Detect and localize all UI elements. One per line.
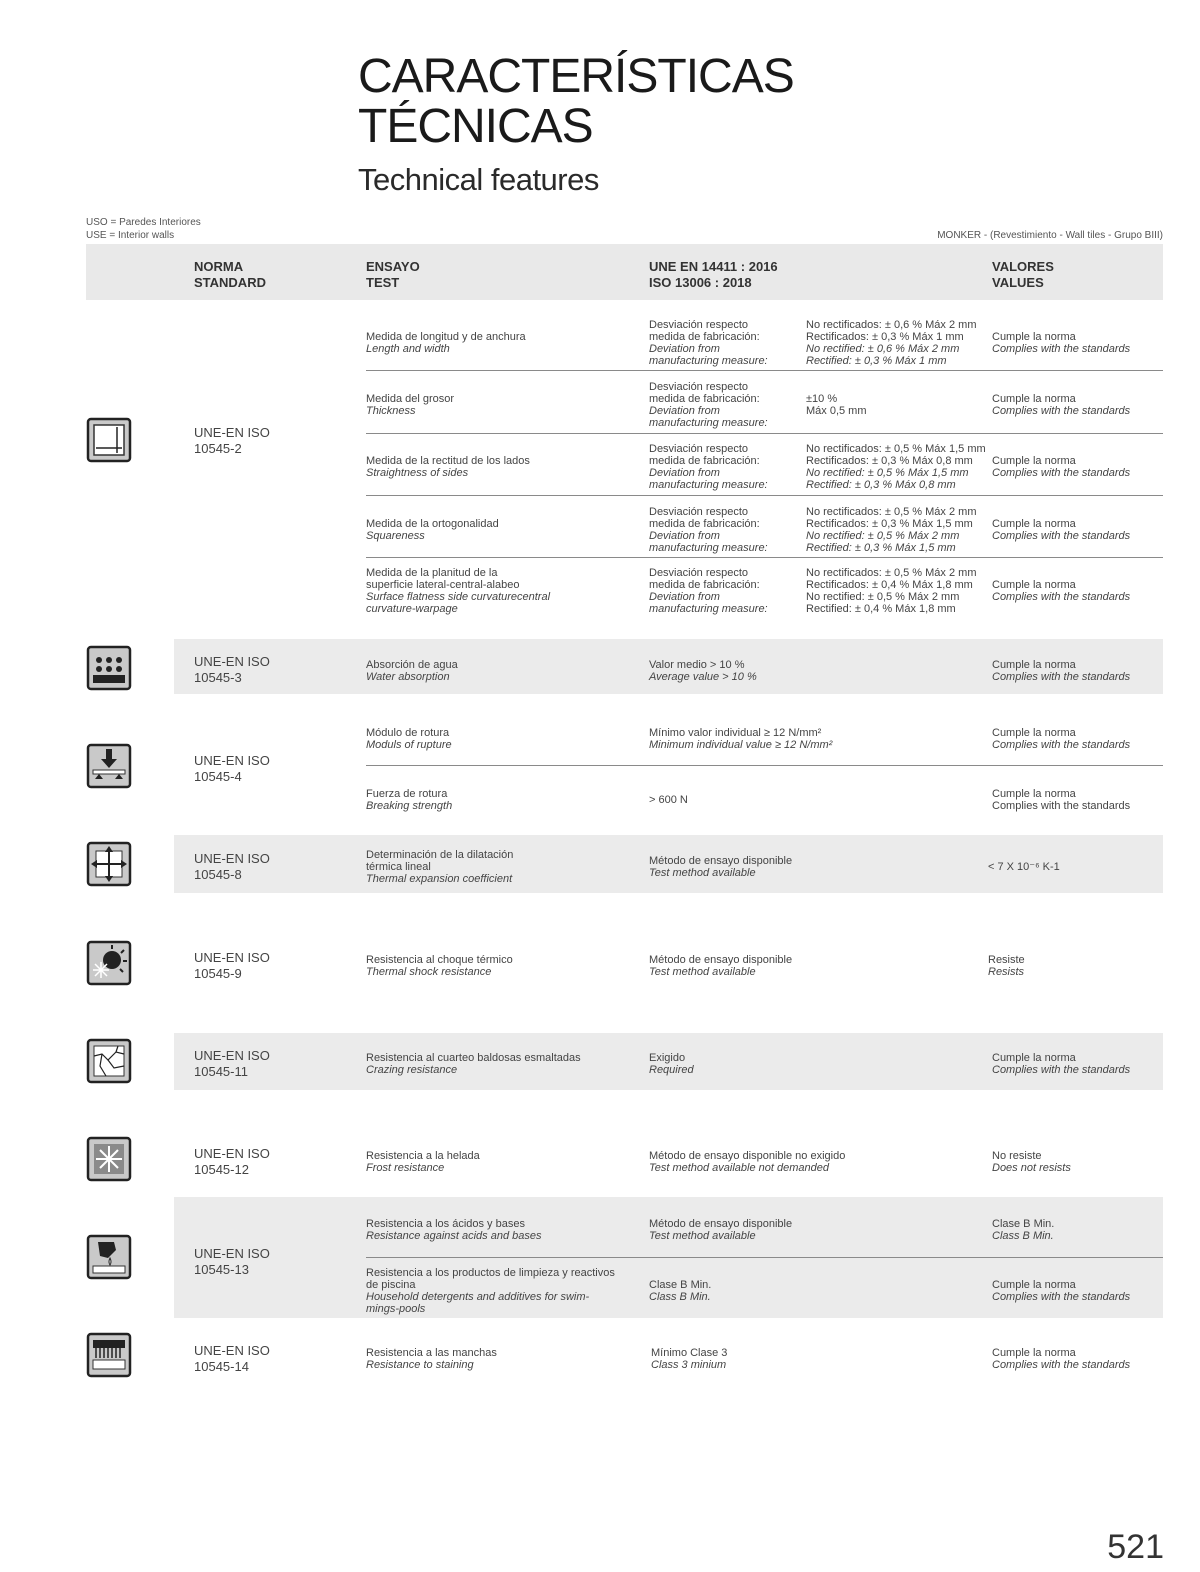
deviation-label: Desviación respecto medida de fabricación: Deviation from manufacturing measure: [649,381,768,429]
test-length-width: Medida de longitud y de anchura Length and width [366,331,526,355]
page-title: CARACTERÍSTICAS TÉCNICAS [358,50,794,153]
req-thermal-shock: Método de ensayo disponible Test method available [649,954,793,978]
value-flatness: Cumple la norma Complies with the standards [992,579,1131,603]
value-crazing: Cumple la norma Complies with the standards [992,1052,1131,1076]
page-subtitle: Technical features [358,162,599,197]
value-thickness: Cumple la norma Complies with the standards [992,393,1131,417]
standard-10545-4: UNE-EN ISO 10545-4 [194,753,270,784]
limits-thickness: ±10 % Máx 0,5 mm [806,393,867,417]
standard-10545-12: UNE-EN ISO 10545-12 [194,1146,270,1177]
limits-squareness: No rectificados: ± 0,5 % Máx 2 mm Rectificados: ± 0,3 % Máx 1,5 mm No rectified: ± 0,5 % Máx 2 mm Rectified: ± 0,3 % Máx 1,5 mm [806,506,977,554]
value-breaking-strength: Cumple la norma Complies with the standards [992,788,1131,812]
test-thickness: Medida del grosor Thickness [366,393,455,417]
test-thermal-shock: Resistencia al choque térmico Thermal shock resistance [366,954,513,978]
header-une: UNE EN 14411 : 2016 ISO 13006 : 2018 [649,259,778,290]
req-water-absorption: Valor medio > 10 % Average value > 10 % [649,659,757,683]
staining-icon [86,1332,132,1378]
test-water-absorption: Absorción de agua Water absorption [366,659,458,683]
row-divider [366,1257,1163,1258]
row-divider [366,495,1163,496]
standard-10545-8: UNE-EN ISO 10545-8 [194,851,270,882]
row-divider [366,765,1163,766]
value-thermal-expansion: < 7 X 10⁻⁶ K-1 [988,861,1060,873]
value-modulus-rupture: Cumple la norma Complies with the standards [992,727,1131,751]
test-thermal-expansion: Determinación de la dilatación térmica lineal Thermal expansion coefficient [366,849,514,885]
deviation-label: Desviación respecto medida de fabricación: Deviation from manufacturing measure: [649,506,768,554]
standard-10545-3: UNE-EN ISO 10545-3 [194,654,270,685]
standard-10545-2: UNE-EN ISO 10545-2 [194,425,270,456]
req-frost: Método de ensayo disponible no exigido Test method available not demanded [649,1150,846,1174]
standard-10545-11: UNE-EN ISO 10545-11 [194,1048,270,1079]
dimension-icon [86,417,132,463]
deviation-label: Desviación respecto medida de fabricación: Deviation from manufacturing measure: [649,319,768,367]
crazing-icon [86,1038,132,1084]
req-modulus-rupture: Mínimo valor individual ≥ 12 N/mm² Minimum individual value ≥ 12 N/mm² [649,727,833,751]
test-flatness: Medida de la planitud de la superficie lateral-central-alabeo Surface flatness side curvaturecentral curvature-warpage [366,567,551,615]
test-breaking-strength: Fuerza de rotura Breaking strength [366,788,453,812]
header-norma: NORMA STANDARD [194,259,266,290]
chemical-icon [86,1234,132,1280]
use-es: USO = Paredes Interiores [86,217,201,228]
thermal-shock-icon [86,940,132,986]
limits-length-width: No rectificados: ± 0,6 % Máx 2 mm Rectificados: ± 0,3 % Máx 1 mm No rectified: ± 0,6 % Máx 2 mm Rectified: ± 0,3 % Máx 1 mm [806,319,977,367]
test-squareness: Medida de la ortogonalidad Squareness [366,518,499,542]
row-divider [366,433,1163,434]
limits-straightness: No rectificados: ± 0,5 % Máx 1,5 mm Rectificados: ± 0,3 % Máx 0,8 mm No rectified: ± 0,5 % Máx 1,5 mm Rectified: ± 0,3 % Máx 0,8 mm [806,443,986,491]
req-staining: Mínimo Clase 3 Class 3 minium [651,1347,728,1371]
product-reference: MONKER - (Revestimiento - Wall tiles - Grupo BIII) [937,230,1163,241]
req-crazing: Exigido Required [649,1052,694,1076]
standard-10545-9: UNE-EN ISO 10545-9 [194,950,270,981]
req-thermal-expansion: Método de ensayo disponible Test method available [649,855,793,879]
row-divider [366,557,1163,558]
test-frost: Resistencia a la helada Frost resistance [366,1150,480,1174]
test-crazing: Resistencia al cuarteo baldosas esmaltadas Crazing resistance [366,1052,581,1076]
limits-flatness: No rectificados: ± 0,5 % Máx 2 mm Rectificados: ± 0,4 % Máx 1,8 mm No rectified: ± 0,5 % Máx 2 mm Rectified: ± 0,4 % Máx 1,8 mm [806,567,977,615]
value-length-width: Cumple la norma Complies with the standards [992,331,1131,355]
test-acids-bases: Resistencia a los ácidos y bases Resistance against acids and bases [366,1218,542,1242]
frost-icon [86,1136,132,1182]
test-household-detergents: Resistencia a los productos de limpieza y reactivos de piscina Household detergents and additives for swim- mings-pools [366,1267,615,1315]
value-staining: Cumple la norma Complies with the standards [992,1347,1131,1371]
header-valores: VALORES VALUES [992,259,1054,290]
req-breaking-strength: > 600 N [649,794,688,806]
water-absorption-icon [86,645,132,691]
row-divider [366,370,1163,371]
standard-10545-13: UNE-EN ISO 10545-13 [194,1246,270,1277]
test-modulus-rupture: Módulo de rotura Moduls of rupture [366,727,452,751]
use-en: USE = Interior walls [86,230,175,241]
deviation-label: Desviación respecto medida de fabricación: Deviation from manufacturing measure: [649,443,768,491]
use-note [86,216,201,242]
thermal-expansion-icon [86,841,132,887]
value-squareness: Cumple la norma Complies with the standards [992,518,1131,542]
standard-10545-14: UNE-EN ISO 10545-14 [194,1343,270,1374]
test-straightness: Medida de la rectitud de los lados Straightness of sides [366,455,530,479]
value-water-absorption: Cumple la norma Complies with the standards [992,659,1131,683]
value-straightness: Cumple la norma Complies with the standards [992,455,1131,479]
rupture-icon [86,743,132,789]
test-staining: Resistencia a las manchas Resistance to staining [366,1347,497,1371]
header-ensayo: ENSAYO TEST [366,259,420,290]
value-household-detergents: Cumple la norma Complies with the standards [992,1279,1131,1303]
req-household-detergents: Clase B Min. Class B Min. [649,1279,712,1303]
page-number: 521 [1107,1528,1164,1566]
req-acids-bases: Método de ensayo disponible Test method available [649,1218,793,1242]
value-frost: No resiste Does not resists [992,1150,1071,1174]
value-acids-bases: Clase B Min. Class B Min. [992,1218,1055,1242]
value-thermal-shock: Resiste Resists [988,954,1025,978]
deviation-label: Desviación respecto medida de fabricación: Deviation from manufacturing measure: [649,567,768,615]
